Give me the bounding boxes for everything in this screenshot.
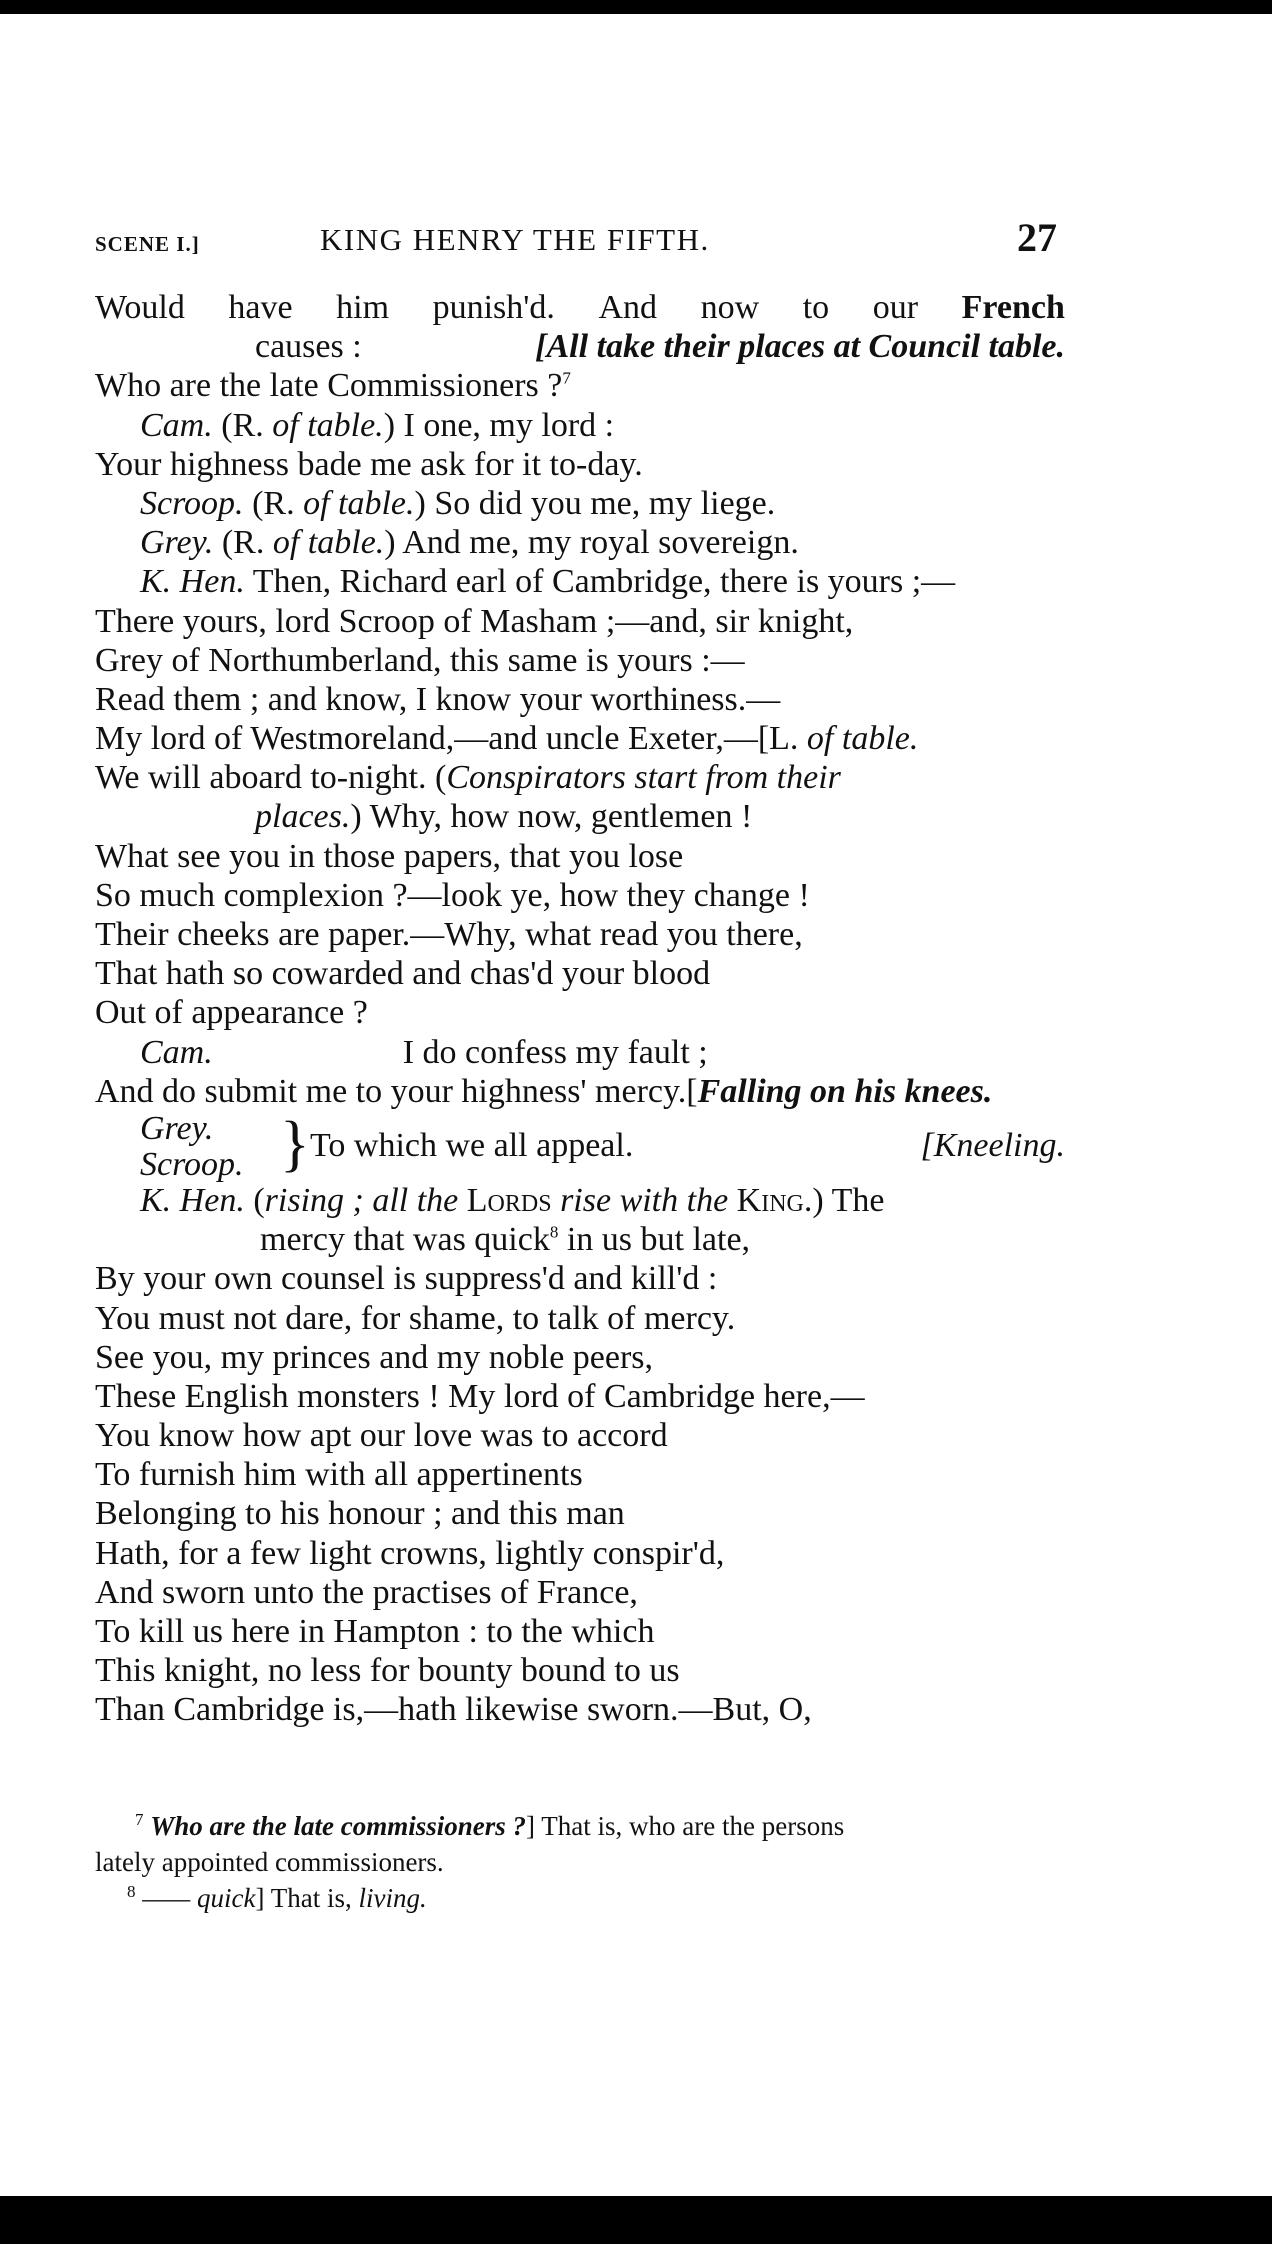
verse-line: Who are the late Commissioners ?$^7$ [95, 367, 571, 405]
verse-line: Cam. I do confess my fault ; [140, 1033, 708, 1071]
verse-line: K. Hen. Then, Richard earl of Cambridge, there is yours ;— [140, 563, 956, 601]
verse-line: Their cheeks are paper.—Why, what read you there, [95, 916, 803, 953]
verse-line: And sworn unto the practises of France, [95, 1573, 638, 1611]
stage-direction: of table. [806, 720, 919, 758]
stage-direction: [All take their places at Council table. [535, 328, 1065, 366]
joint-speech: Grey. Scroop. } To which we all appeal. [Kneeling. [140, 1109, 1065, 1183]
verse-line: Would have him punish'd. And now to our French [95, 289, 1065, 326]
verse-line: Scroop. (R. of table.) So did you me, my liege. [140, 484, 776, 522]
speaker-name: Scroop. [140, 1145, 244, 1183]
footnotes [95, 1808, 1071, 1916]
speaker-name: K. Hen. [140, 563, 245, 601]
speaker-name: Cam. [140, 406, 213, 444]
verse-line: My lord of Westmoreland,—and uncle Exeter,—[L. of table. [95, 720, 919, 758]
verse-line: mercy that was quick$^8$ in us but late, [260, 1221, 751, 1259]
speaker-name: Grey. [140, 1109, 214, 1147]
verse-line: Cam. (R. of table.) I one, my lord : [140, 406, 615, 444]
verse-line: causes : [All take their places at Council table. [255, 328, 1065, 366]
footnote-8: $^8$ —— quick] That is, living. [127, 1882, 427, 1913]
bottom-scan-border [0, 2196, 1272, 2244]
verse-line: You must not dare, for shame, to talk of mercy. [95, 1299, 736, 1337]
verse-line: Hath, for a few light crowns, lightly conspir'd, [95, 1534, 725, 1572]
verse-line: Your highness bade me ask for it to-day. [95, 445, 643, 483]
verse-line: K. Hen. (rising ; all the Lords rise with the King.) The [140, 1181, 885, 1219]
speaker-name: Grey. [140, 524, 214, 562]
verse-line: Than Cambridge is,—hath likewise sworn.—But, O, [95, 1691, 812, 1729]
stage-direction: Falling on his knees. [697, 1072, 993, 1110]
play-text [95, 288, 1065, 1730]
verse-line: Belonging to his honour ; and this man [95, 1495, 625, 1533]
stage-direction: of table. [303, 484, 415, 522]
verse-line: Grey. (R. of table.) And me, my royal sovereign. [140, 524, 799, 562]
footnote-7-continued: lately appointed commissioners. [95, 1847, 444, 1877]
verse-line: These English monsters ! My lord of Cambridge here,— [95, 1377, 865, 1415]
verse-line: This knight, no less for bounty bound to us [95, 1652, 680, 1690]
verse-line: There yours, lord Scroop of Masham ;—and, sir knight, [95, 602, 854, 640]
scene-label: SCENE I.] [95, 232, 200, 256]
verse-line: You know how apt our love was to accord [95, 1417, 668, 1455]
verse-line: Grey of Northumberland, this same is yours :— [95, 641, 745, 679]
running-header [95, 215, 1057, 270]
verse-line: By your own counsel is suppress'd and kill'd : [95, 1260, 718, 1298]
stage-direction: of table. [272, 406, 384, 444]
verse-line: To kill us here in Hampton : to the which [95, 1613, 655, 1650]
stage-direction: [Kneeling. [920, 1126, 1065, 1164]
verse-line: And do submit me to your highness' mercy.[Falling on his knees. [95, 1072, 993, 1110]
verse-line: To furnish him with all appertinents [95, 1456, 583, 1494]
verse-line: That hath so cowarded and chas'd your blood [95, 955, 711, 993]
speaker-name: Cam. [140, 1033, 213, 1071]
verse-line: Out of appearance ? [95, 994, 368, 1032]
verse-line: Read them ; and know, I know your worthiness.— [95, 680, 781, 718]
stage-direction: rising ; all the [264, 1181, 459, 1219]
footnote-ref: 8 [549, 1222, 559, 1242]
stage-direction: Conspirators start from their [446, 759, 841, 797]
brace-mark: } [280, 1109, 310, 1178]
page-number: 27 [1017, 215, 1057, 260]
running-title: KING HENRY THE FIFTH. [320, 222, 710, 257]
verse-line: So much complexion ?—look ye, how they change ! [95, 876, 810, 914]
speaker-name: K. Hen. [140, 1181, 245, 1219]
speaker-names [140, 1111, 244, 1183]
top-scan-border [0, 0, 1272, 14]
verse-line: places.) Why, how now, gentlemen ! [255, 798, 753, 836]
speaker-name: Scroop. [140, 484, 244, 522]
verse-line: We will aboard to-night. (Conspirators start from their [95, 759, 841, 797]
footnote-7: $^7$ Who are the late commissioners ?] That is, who are the persons [135, 1810, 845, 1841]
verse-line: What see you in those papers, that you lose [95, 837, 684, 875]
stage-direction: of table. [272, 524, 385, 562]
verse-line: See you, my princes and my noble peers, [95, 1338, 654, 1376]
footnote-ref: 7 [562, 369, 571, 389]
stage-direction: places. [255, 798, 351, 836]
